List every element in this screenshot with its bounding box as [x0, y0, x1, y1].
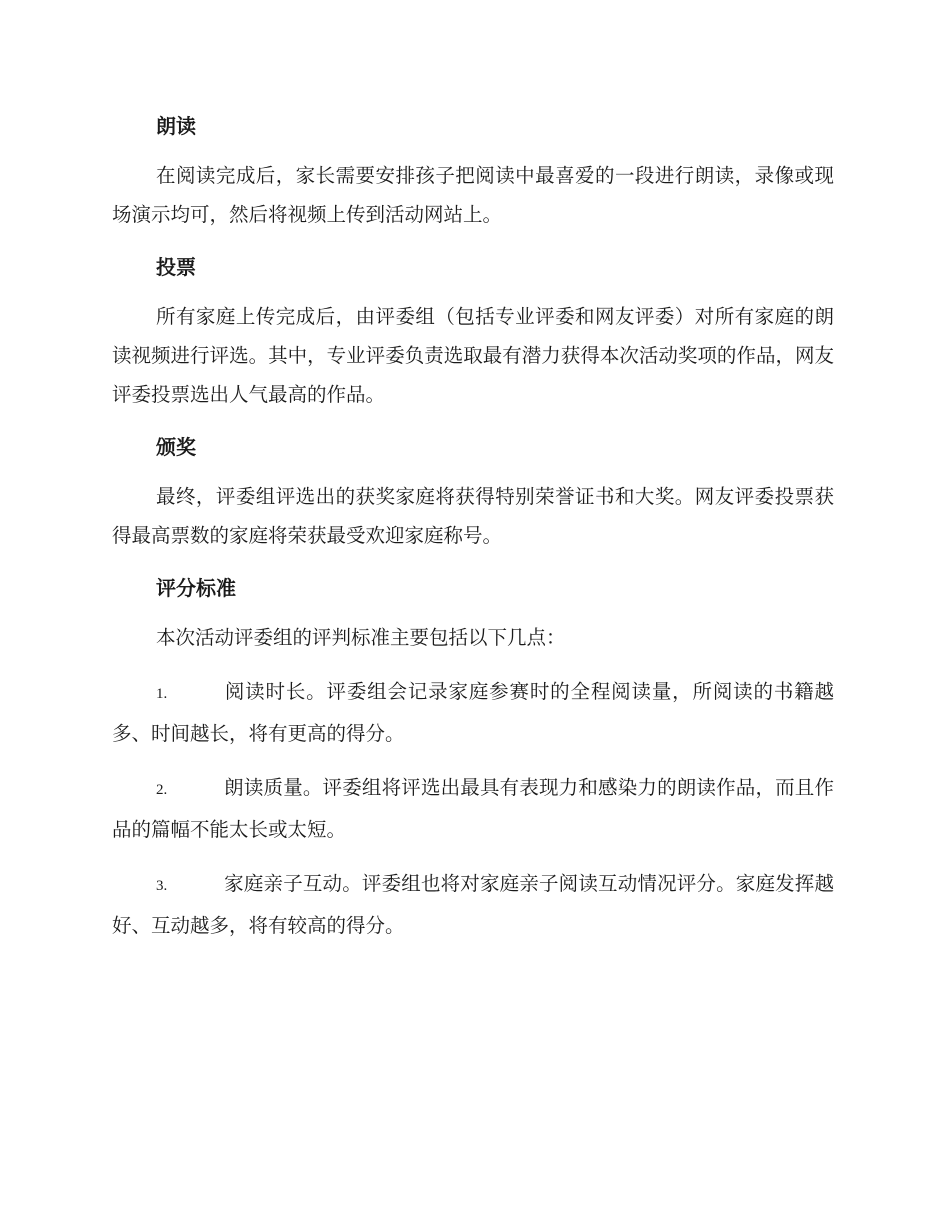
- list-item: [112, 768, 834, 849]
- section-voting: [112, 249, 834, 414]
- section-paragraph: 在阅读完成后，家长需要安排孩子把阅读中最喜爱的一段进行朗读，录像或现场演示均可，然后将视频上传到活动网站上。: [112, 164, 834, 226]
- criteria-list: [112, 672, 834, 945]
- section-heading: 颁奖: [156, 435, 196, 459]
- list-item: [112, 672, 834, 753]
- section-paragraph: 所有家庭上传完成后，由评委组（包括专业评委和网友评委）对所有家庭的朗读视频进行评选。其中，专业评委负责选取最有潜力获得本次活动奖项的作品，网友评委投票选出人气最高的作品。: [112, 305, 834, 406]
- section-scoring-criteria: [112, 570, 834, 945]
- section-paragraph: 本次活动评委组的评判标准主要包括以下几点：: [156, 626, 566, 649]
- list-item-text: 家庭亲子互动。评委组也将对家庭亲子阅读互动情况评分。家庭发挥越好、互动越多，将有较高的得分。: [112, 872, 834, 937]
- list-item-number: 3.: [156, 878, 168, 894]
- list-item-number: 1.: [156, 686, 168, 702]
- section-paragraph: 最终，评委组评选出的获奖家庭将获得特别荣誉证书和大奖。网友评委投票获得最高票数的家庭将荣获最受欢迎家庭称号。: [112, 485, 834, 547]
- section-heading: 朗读: [156, 114, 196, 138]
- section-heading: 评分标准: [156, 576, 236, 600]
- list-item-text: 朗读质量。评委组将评选出最具有表现力和感染力的朗读作品，而且作品的篇幅不能太长或太短。: [112, 776, 834, 841]
- list-item-number: 2.: [156, 782, 168, 798]
- section-awards: [112, 429, 834, 555]
- section-reading-aloud: [112, 108, 834, 234]
- list-item: [112, 864, 834, 945]
- document-page: [112, 108, 834, 960]
- list-item-text: 阅读时长。评委组会记录家庭参赛时的全程阅读量，所阅读的书籍越多、时间越长，将有更高的得分。: [112, 680, 834, 745]
- section-heading: 投票: [156, 255, 196, 279]
